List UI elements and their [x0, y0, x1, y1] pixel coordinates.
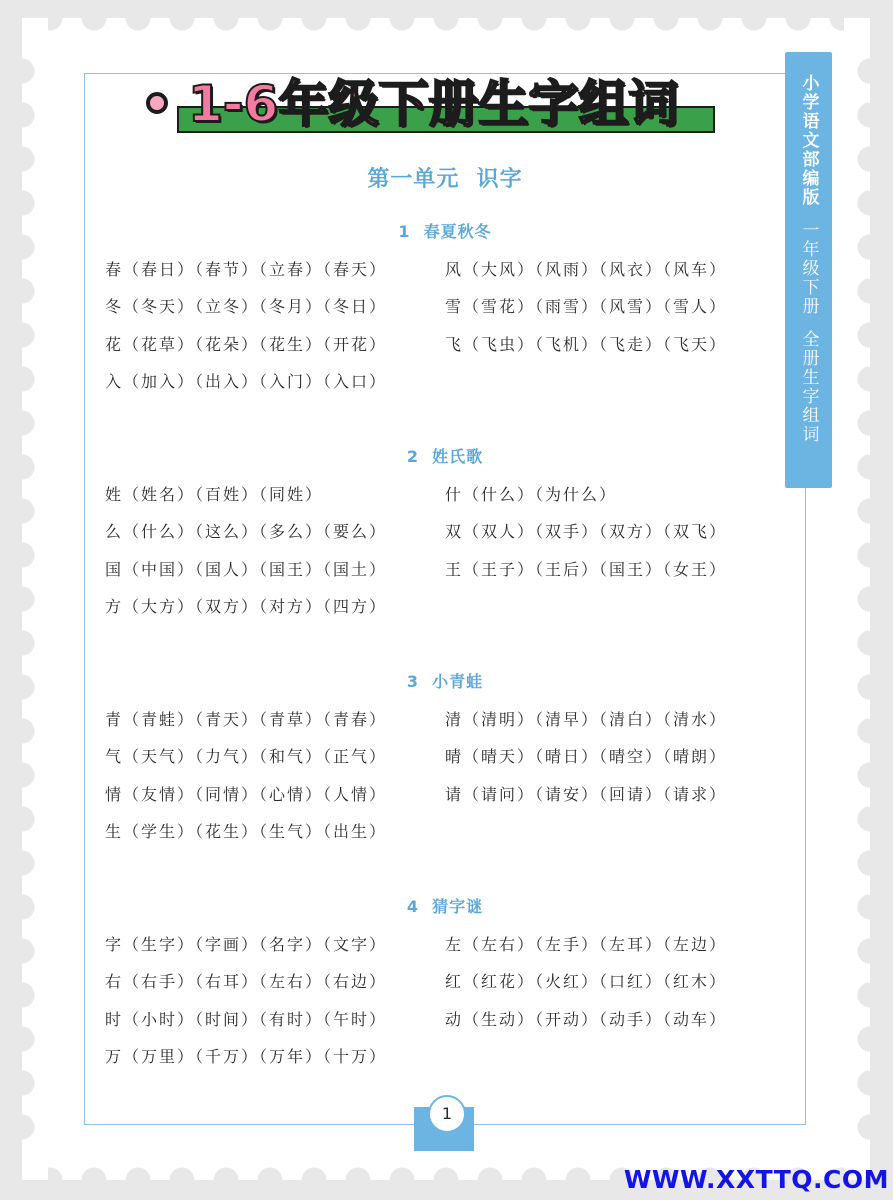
side-label-content: 全册生字组词 [798, 330, 819, 444]
word-row: 红（红花）（火红）（口红）（红木） [445, 972, 728, 991]
word-row: 入（加入）（出入）（入门）（入口） [105, 372, 388, 391]
lesson-title: 2 姓氏歌 [406, 447, 484, 466]
word-row: 王（王子）（王后）（国王）（女王） [445, 560, 728, 579]
page-title: 1-6年级下册生字组词 [188, 75, 679, 133]
word-row: 方（大方）（双方）（对方）（四方） [105, 597, 388, 616]
word-row: 动（生动）（开动）（动手）（动车） [445, 1010, 728, 1029]
word-row: 春（春日）（春节）（立春）（春天） [105, 260, 388, 279]
word-row: 双（双人）（双手）（双方）（双飞） [445, 522, 728, 541]
word-row: 生（学生）（花生）（生气）（出生） [105, 822, 388, 841]
word-row: 请（请问）（请安）（回请）（请求） [445, 785, 728, 804]
side-label-publisher: 小学语文部编版 [798, 74, 819, 207]
word-row: 国（中国）（国人）（国王）（国土） [105, 560, 388, 579]
lesson-title: 1 春夏秋冬 [398, 222, 492, 241]
page-number: 1 [428, 1095, 466, 1133]
word-row: 花（花草）（花朵）（花生）（开花） [105, 335, 388, 354]
site-watermark: WWW.XXTTQ.COM [623, 1165, 889, 1194]
word-row: 时（小时）（时间）（有时）（午时） [105, 1010, 388, 1029]
word-row: 右（右手）（右耳）（左右）（右边） [105, 972, 388, 991]
word-row: 什（什么）（为什么） [445, 485, 618, 504]
word-row: 万（万里）（千万）（万年）（十万） [105, 1047, 388, 1066]
word-row: 气（天气）（力气）（和气）（正气） [105, 747, 388, 766]
word-row: 青（青蛙）（青天）（青草）（青春） [105, 710, 388, 729]
word-row: 么（什么）（这么）（多么）（要么） [105, 522, 388, 541]
word-row: 风（大风）（风雨）（风衣）（风车） [445, 260, 728, 279]
title-bullet-icon [146, 92, 168, 114]
word-row: 字（生字）（字画）（名字）（文字） [105, 935, 388, 954]
word-row: 飞（飞虫）（飞机）（飞走）（飞天） [445, 335, 728, 354]
word-row: 左（左右）（左手）（左耳）（左边） [445, 935, 728, 954]
word-row: 清（清明）（清早）（清白）（清水） [445, 710, 728, 729]
word-row: 冬（冬天）（立冬）（冬月）（冬日） [105, 297, 388, 316]
word-row: 雪（雪花）（雨雪）（风雪）（雪人） [445, 297, 728, 316]
side-label-tab [785, 52, 832, 488]
side-label-grade: 一年级下册 [798, 221, 819, 316]
word-row: 情（友情）（同情）（心情）（人情） [105, 785, 388, 804]
unit-title: 第一单元 识字 [367, 167, 523, 192]
word-row: 姓（姓名）（百姓）（同姓） [105, 485, 324, 504]
lesson-title: 3 小青蛙 [406, 672, 484, 691]
word-row: 晴（晴天）（晴日）（晴空）（晴朗） [445, 747, 728, 766]
lesson-title: 4 猜字谜 [406, 897, 484, 916]
